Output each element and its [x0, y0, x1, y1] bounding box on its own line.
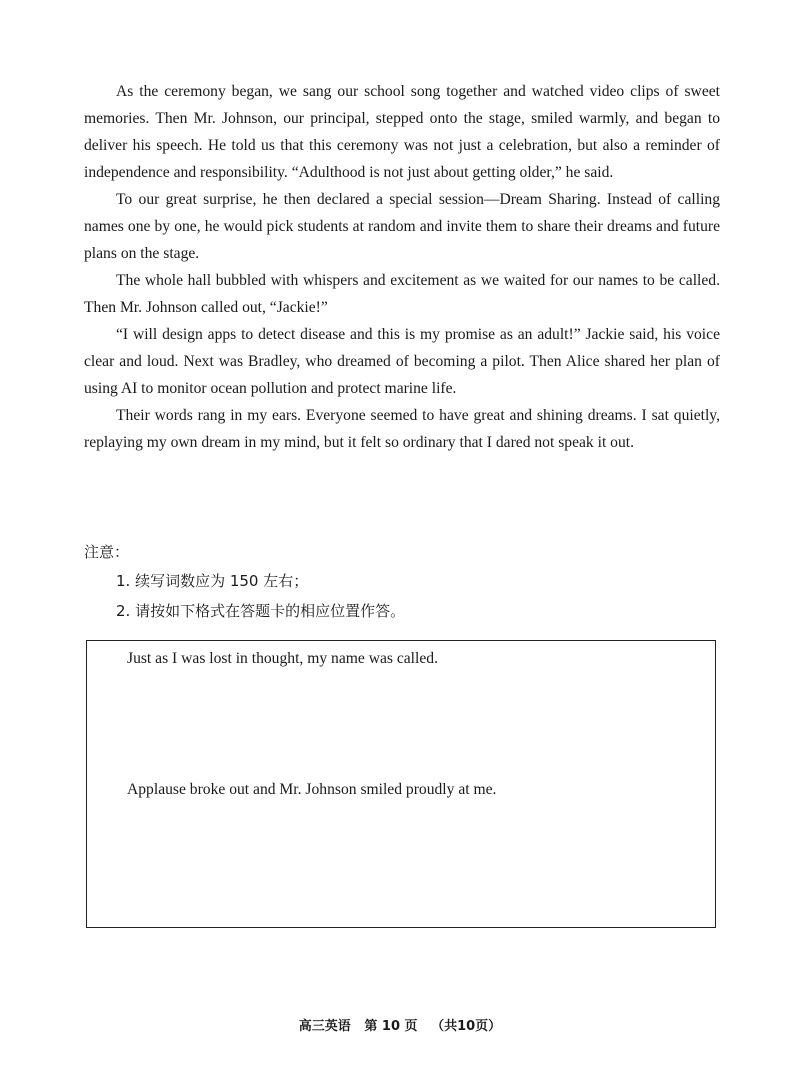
- answer-box-opening-line: Just as I was lost in thought, my name was called.: [127, 650, 438, 667]
- instruction-item-1: 1. 续写词数应为 150 左右；: [116, 572, 309, 590]
- passage-paragraph-4: “I will design apps to detect disease and this is my promise as an adult!” Jackie said, his voice clear and loud. Next was Bradley, who dreamed of becoming a pilot. Then Alice shared her plan of using AI to monitor ocean pollution and protect marine life.: [84, 326, 720, 397]
- passage-paragraph-1: As the ceremony began, we sang our school song together and watched video clips of sweet memories. Then Mr. Johnson, our principal, stepped onto the stage, smiled warmly, and began to deliver his speech. He told us that this ceremony was not just a celebration, but also a reminder of independence and responsibility. “Adulthood is not just about getting older,” he said.: [84, 83, 720, 181]
- instructions-title: 注意：: [84, 543, 130, 561]
- passage-paragraph-2: To our great surprise, he then declared a special session—Dream Sharing. Instead of calling names one by one, he would pick students at random and invite them to share their dreams and future plans on the stage.: [84, 191, 720, 262]
- passage-paragraph-5: Their words rang in my ears. Everyone seemed to have great and shining dreams. I sat quietly, replaying my own dream in my mind, but it felt so ordinary that I dared not speak it out.: [84, 407, 720, 451]
- page-footer: 高三英语 第 10 页 （共10页）: [298, 1019, 502, 1034]
- instruction-item-2: 2. 请按如下格式在答题卡的相应位置作答。: [116, 602, 406, 620]
- instructions-section: [84, 538, 724, 626]
- answer-box: [86, 640, 716, 928]
- answer-box-second-paragraph-line: Applause broke out and Mr. Johnson smiled proudly at me.: [127, 781, 497, 798]
- story-passage: [84, 78, 720, 456]
- instructions-list: [84, 566, 724, 626]
- passage-paragraph-3: The whole hall bubbled with whispers and excitement as we waited for our names to be called. Then Mr. Johnson called out, “Jackie!”: [84, 272, 720, 316]
